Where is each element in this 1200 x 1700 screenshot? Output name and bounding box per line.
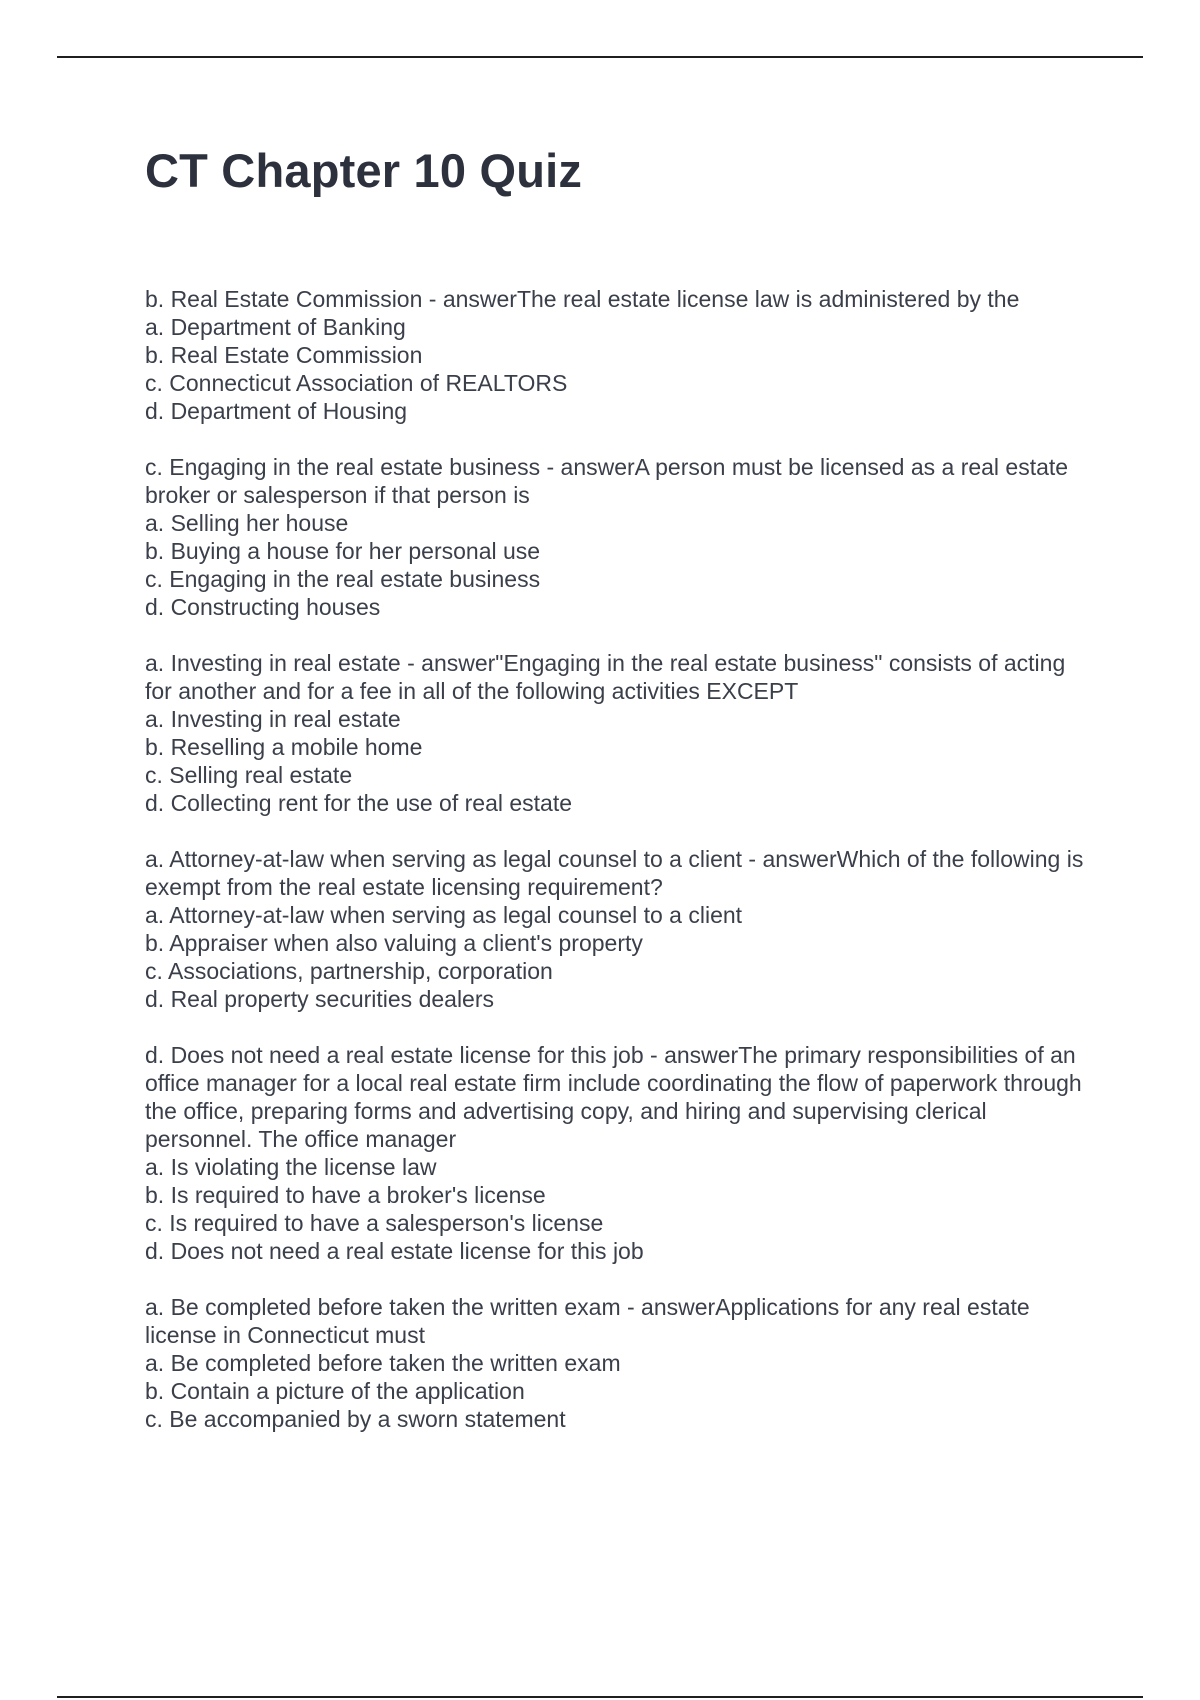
answer-option: d. Collecting rent for the use of real estate [145,790,573,816]
question-block-4 [145,845,1095,1013]
answer-option: b. Real Estate Commission [145,342,423,368]
question-text: b. Real Estate Commission - answerThe real estate license law is administered by the [145,286,1020,312]
answer-option: a. Is violating the license law [145,1154,437,1180]
question-text: d. Does not need a real estate license for this job - answerThe primary responsibilities of an office manager for a local real estate firm include coordinating the flow of paperwork through the office, preparing forms and advertising copy, and hiring and supervising clerical personnel. The office manager [145,1042,1082,1152]
answer-option: c. Is required to have a salesperson's license [145,1210,604,1236]
answer-option: c. Connecticut Association of REALTORS [145,370,568,396]
answer-option: a. Attorney-at-law when serving as legal counsel to a client [145,902,743,928]
answer-option: d. Constructing houses [145,594,381,620]
question-text: a. Be completed before taken the written exam - answerApplications for any real estate license in Connecticut must [145,1294,1030,1348]
answer-option: d. Department of Housing [145,398,408,424]
question-block-1 [145,285,1095,425]
answer-option: a. Department of Banking [145,314,406,340]
answer-option: b. Reselling a mobile home [145,734,423,760]
answer-option: d. Does not need a real estate license for this job [145,1238,644,1264]
answer-option: c. Engaging in the real estate business [145,566,541,592]
answer-option: b. Is required to have a broker's license [145,1182,546,1208]
top-divider [57,56,1143,58]
page-title: CT Chapter 10 Quiz [145,144,583,197]
answer-option: b. Appraiser when also valuing a client's property [145,930,643,956]
question-block-2 [145,453,1095,621]
question-text: c. Engaging in the real estate business - answerA person must be licensed as a real estate broker or salesperson if that person is [145,454,1069,508]
answer-option: c. Associations, partnership, corporation [145,958,553,984]
question-text: a. Investing in real estate - answer"Engaging in the real estate business" consists of acting for another and for a fee in all of the following activities EXCEPT [145,650,1066,704]
question-block-5 [145,1041,1095,1265]
answer-option: c. Selling real estate [145,762,353,788]
question-block-3 [145,649,1095,817]
answer-option: a. Investing in real estate [145,706,401,732]
answer-option: b. Contain a picture of the application [145,1378,525,1404]
answer-option: c. Be accompanied by a sworn statement [145,1406,566,1432]
quiz-content [145,285,1095,1461]
question-text: a. Attorney-at-law when serving as legal counsel to a client - answerWhich of the following is exempt from the real estate licensing requirement? [145,846,1084,900]
question-block-6 [145,1293,1095,1433]
answer-option: d. Real property securities dealers [145,986,494,1012]
bottom-divider [57,1696,1143,1698]
answer-option: b. Buying a house for her personal use [145,538,541,564]
answer-option: a. Be completed before taken the written exam [145,1350,621,1376]
answer-option: a. Selling her house [145,510,349,536]
